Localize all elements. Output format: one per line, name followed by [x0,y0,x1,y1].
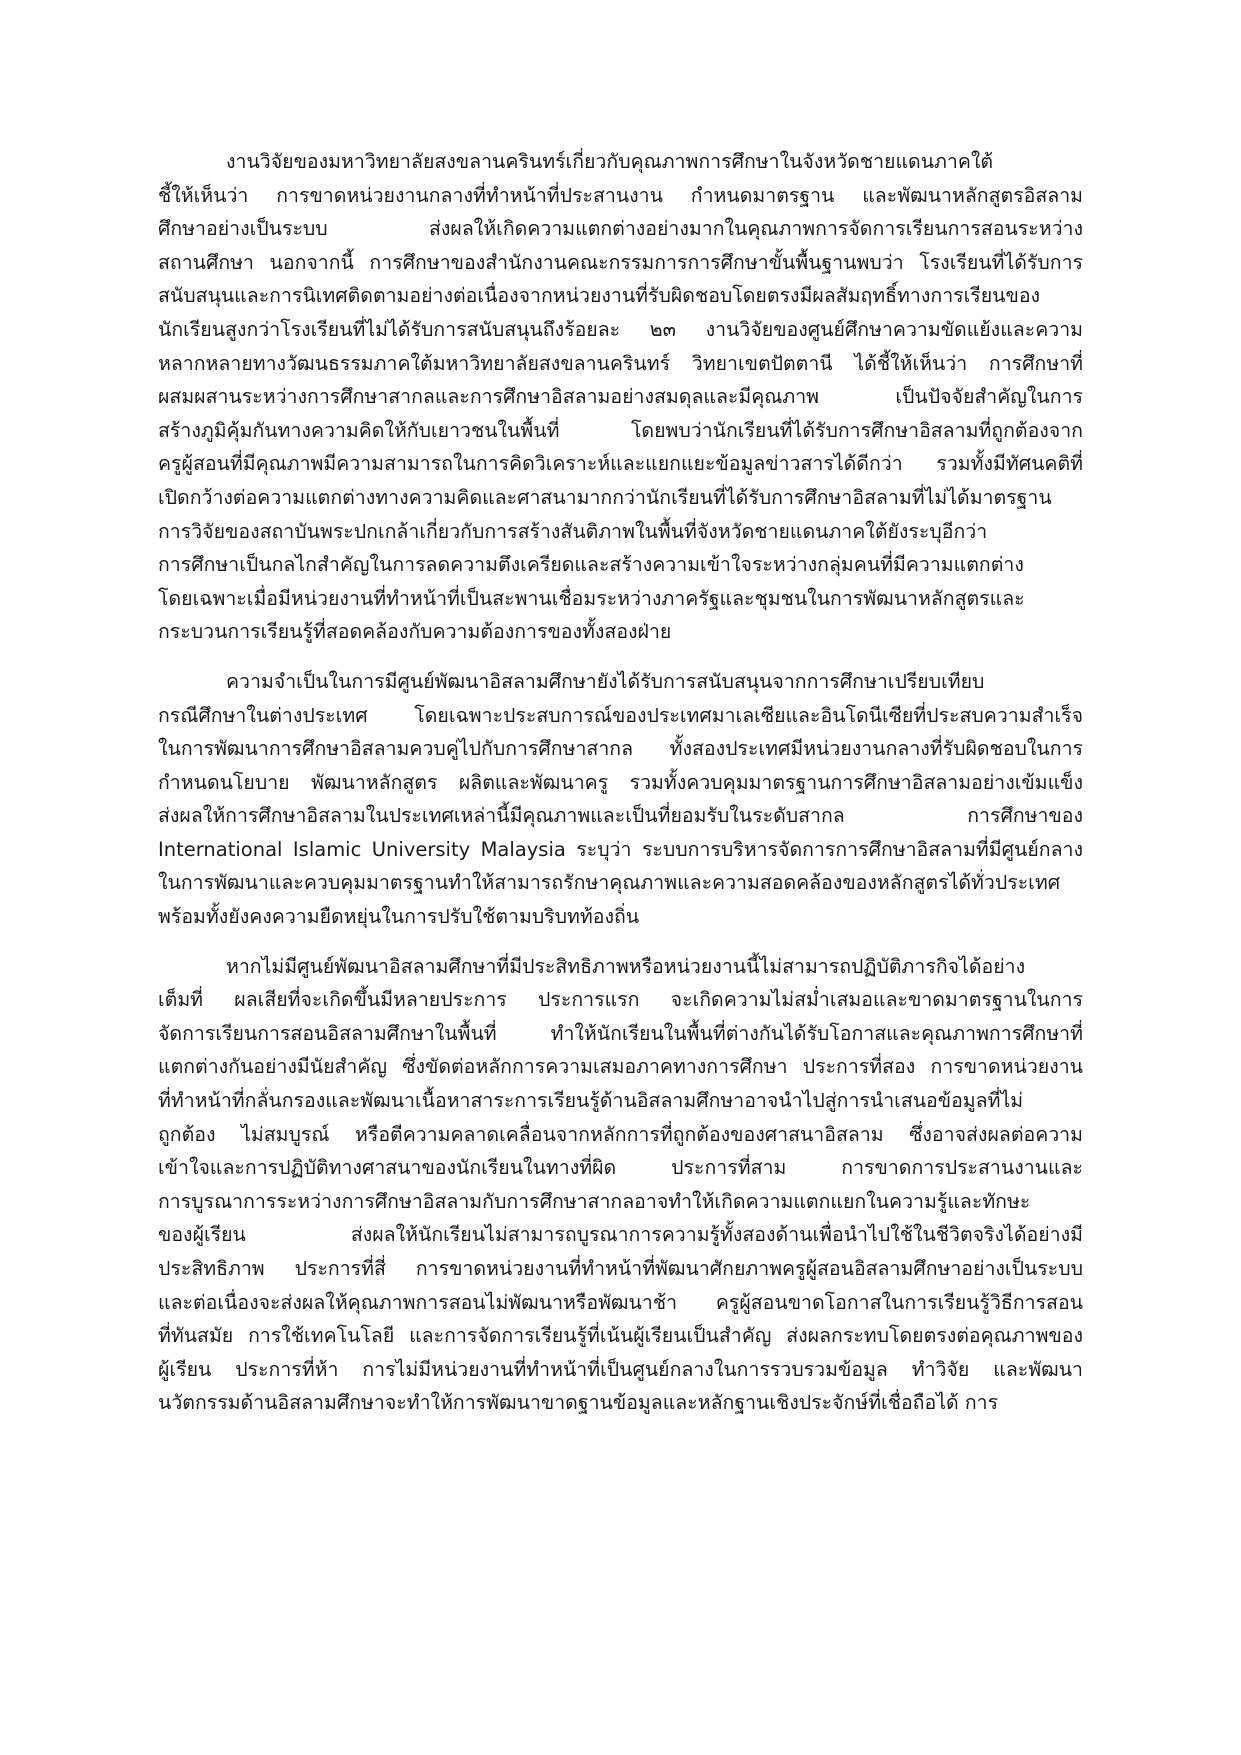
text-line: นวัตกรรมด้านอิสลามศึกษาจะทำให้การพัฒนาขาดฐานข้อมูลและหลักฐานเชิงประจักษ์ที่เชื่อถือได้ การ [158,1391,999,1415]
text-line: ประสิทธิภาพ ประการที่สี่ การขาดหน่วยงานที่ทำหน้าที่พัฒนาศักยภาพครูผู้สอนอิสลามศึกษาอย่างเป็นระบบ [158,1257,1083,1280]
text-line: ถูกต้อง ไม่สมบูรณ์ หรือตีความคลาดเคลื่อนจากหลักการที่ถูกต้องของศาสนาอิสลาม ซึ่งอาจส่งผลต่อความ [158,1122,1083,1146]
text-line: พร้อมทั้งยังคงความยืดหยุ่นในการปรับใช้ตามบริบทท้องถิ่น [158,905,640,929]
text-line: ในการพัฒนาและควบคุมมาตรฐานทำให้สามารถรักษาคุณภาพและความสอดคล้องของหลักสูตรได้ทั่วประเทศ [158,871,1061,895]
text-line: สถานศึกษา นอกจากนี้ การศึกษาของสำนักงานคณะกรรมการการศึกษาขั้นพื้นฐานพบว่า โรงเรียนที่ได้รับการ [158,250,1083,274]
document-page [158,145,1083,1436]
text-line: นักเรียนสูงกว่าโรงเรียนที่ไม่ได้รับการสนับสนุนถึงร้อยละ ๒๓ งานวิจัยของศูนย์ศึกษาความขัดแย้งและความ [158,317,1083,341]
text-line: แตกต่างกันอย่างมีนัยสำคัญ ซึ่งขัดต่อหลักการความเสมอภาคทางการศึกษา ประการที่สอง การขาดหน่วยงาน [158,1055,1083,1079]
text-line: กำหนดนโยบาย พัฒนาหลักสูตร ผลิตและพัฒนาครู รวมทั้งควบคุมมาตรฐานการศึกษาอิสลามอย่างเข้มแข็ง [158,770,1083,794]
paragraph-international-comparison [158,665,1083,934]
paragraph-research-findings [158,145,1083,649]
text-line: ชี้ให้เห็นว่า การขาดหน่วยงานกลางที่ทำหน้าที่ประสานงาน กำหนดมาตรฐาน และพัฒนาหลักสูตรอิสลาม [158,183,1083,207]
text-line: งานวิจัยของมหาวิทยาลัยสงขลานครินทร์เกี่ยวกับคุณภาพการศึกษาในจังหวัดชายแดนภาคใต้ [226,150,994,173]
text-line: ผสมผสานระหว่างการศึกษาสากลและการศึกษาอิสลามอย่างสมดุลและมีคุณภาพ เป็นปัจจัยสำคัญในการ [158,385,1083,409]
text-line: ความจำเป็นในการมีศูนย์พัฒนาอิสลามศึกษายังได้รับการสนับสนุนจากการศึกษาเปรียบเทียบ [226,669,985,693]
text-line: สนับสนุนและการนิเทศติดตามอย่างต่อเนื่องจากหน่วยงานที่รับผิดชอบโดยตรงมีผลสัมฤทธิ์ทางการเรียนของ [158,284,1041,308]
text-line: เข้าใจและการปฏิบัติทางศาสนาของนักเรียนในทางที่ผิด ประการที่สาม การขาดการประสานงานและ [158,1156,1083,1180]
text-line: ที่ทันสมัย การใช้เทคโนโลยี และการจัดการเรียนรู้ที่เน้นผู้เรียนเป็นสำคัญ ส่งผลกระทบโดยตรงต่อคุณภาพของ [158,1324,1083,1348]
text-line: ที่ทำหน้าที่กลั่นกรองและพัฒนาเนื้อหาสาระการเรียนรู้ด้านอิสลามศึกษาอาจนำไปสู่การนำเสนอข้อมูลที่ไม่ [158,1089,1024,1113]
text-line: จัดการเรียนการสอนอิสลามศึกษาในพื้นที่ ทำให้นักเรียนในพื้นที่ต่างกันได้รับโอกาสและคุณภาพการศึกษาที่ [158,1021,1083,1045]
text-line: กระบวนการเรียนรู้ที่สอดคล้องกับความต้องการของทั้งสองฝ่าย [158,620,672,644]
text-line: การบูรณาการระหว่างการศึกษาอิสลามกับการศึกษาสากลอาจทำให้เกิดความแตกแยกในความรู้และทักษะ [158,1189,1031,1213]
text-line: ของผู้เรียน ส่งผลให้นักเรียนไม่สามารถบูรณาการความรู้ทั้งสองด้านเพื่อนำไปใช้ในชีวิตจริงได้อย่างมี [158,1223,1083,1247]
text-line: ในการพัฒนาการศึกษาอิสลามควบคู่ไปกับการศึกษาสากล ทั้งสองประเทศมีหน่วยงานกลางที่รับผิดชอบในการ [158,737,1083,761]
text-line: และต่อเนื่องจะส่งผลให้คุณภาพการสอนไม่พัฒนาหรือพัฒนาช้า ครูผู้สอนขาดโอกาสในการเรียนรู้วิธีการสอน [158,1290,1083,1314]
text-line: การวิจัยของสถาบันพระปกเกล้าเกี่ยวกับการสร้างสันติภาพในพื้นที่จังหวัดชายแดนภาคใต้ยังระบุอีกว่า [158,519,988,543]
text-line: โดยเฉพาะเมื่อมีหน่วยงานที่ทำหน้าที่เป็นสะพานเชื่อมระหว่างภาครัฐและชุมชนในการพัฒนาหลักสูตรและ [158,586,1025,610]
text-line: หลากหลายทางวัฒนธรรมภาคใต้มหาวิทยาลัยสงขลานครินทร์ วิทยาเขตปัตตานี ได้ชี้ให้เห็นว่า การศึกษาที่ [158,351,1083,375]
text-line: ส่งผลให้การศึกษาอิสลามในประเทศเหล่านี้มีคุณภาพและเป็นที่ยอมรับในระดับสากล การศึกษาของ [158,804,1083,828]
text-line: International Islamic University Malaysia ระบุว่า ระบบการบริหารจัดการการศึกษาอิสลามที่มีศูนย์กลาง [158,837,1083,861]
text-line: กรณีศึกษาในต่างประเทศ โดยเฉพาะประสบการณ์ของประเทศมาเลเซียและอินโดนีเซียที่ประสบความสำเร็จ [158,703,1083,727]
text-line: ผู้เรียน ประการที่ห้า การไม่มีหน่วยงานที่ทำหน้าที่เป็นศูนย์กลางในการรวบรวมข้อมูล ทำวิจัย และพัฒนา [158,1357,1083,1381]
text-line: สร้างภูมิคุ้มกันทางความคิดให้กับเยาวชนในพื้นที่ โดยพบว่านักเรียนที่ได้รับการศึกษาอิสลามที่ถูกต้องจาก [158,418,1083,442]
text-line: หากไม่มีศูนย์พัฒนาอิสลามศึกษาที่มีประสิทธิภาพหรือหน่วยงานนี้ไม่สามารถปฏิบัติภารกิจได้อย่าง [226,954,1026,978]
text-line: เต็มที่ ผลเสียที่จะเกิดขึ้นมีหลายประการ ประการแรก จะเกิดความไม่สม่ำเสมอและขาดมาตรฐานในการ [158,988,1083,1012]
text-line: ศึกษาอย่างเป็นระบบ ส่งผลให้เกิดความแตกต่างอย่างมากในคุณภาพการจัดการเรียนการสอนระหว่าง [158,217,1083,241]
paragraph-consequences [158,950,1083,1420]
text-line: การศึกษาเป็นกลไกสำคัญในการลดความตึงเครียดและสร้างความเข้าใจระหว่างกลุ่มคนที่มีความแตกต่าง [158,553,1024,577]
text-line: ครูผู้สอนที่มีคุณภาพมีความสามารถในการคิดวิเคราะห์และแยกแยะข้อมูลข่าวสารได้ดีกว่า รวมทั้งมีทัศนคติที่ [158,452,1083,476]
text-line: เปิดกว้างต่อความแตกต่างทางความคิดและศาสนามากกว่านักเรียนที่ได้รับการศึกษาอิสลามที่ไม่ได้มาตรฐาน [158,485,1052,509]
